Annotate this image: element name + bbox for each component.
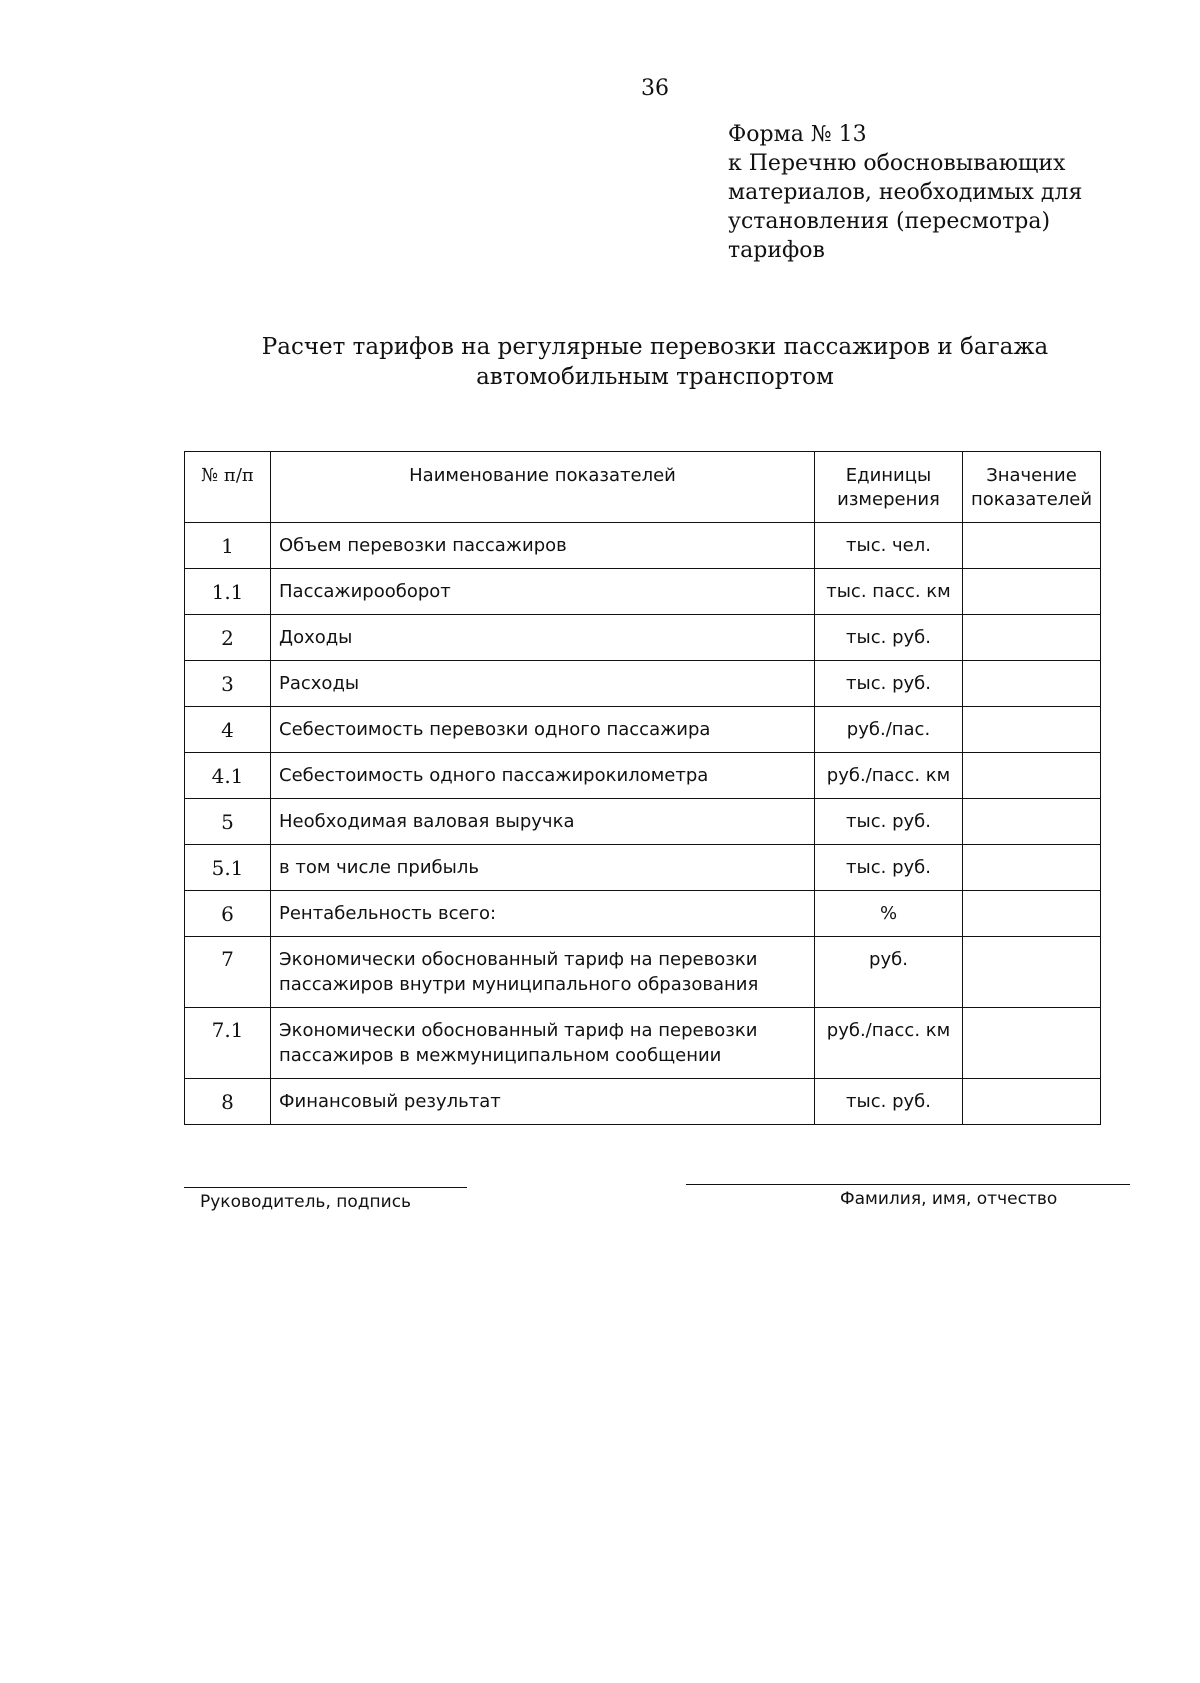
signature-label-right: Фамилия, имя, отчество [840,1189,1058,1209]
indicator-name-line: Себестоимость одного пассажирокилометра [279,765,709,786]
header-unit-line: Единицы [845,465,932,486]
page-number: 36 [641,76,669,101]
row-value-cell[interactable] [963,661,1101,707]
table-body [185,523,1101,1125]
row-unit: % [815,891,963,937]
row-indicator-name [271,891,815,937]
table-row [185,615,1101,661]
row-value-cell[interactable] [963,799,1101,845]
row-number: 4.1 [185,753,271,799]
table-header-row [185,452,1101,523]
table-row [185,845,1101,891]
row-value-cell[interactable] [963,523,1101,569]
signature-line-left [184,1187,467,1188]
row-unit: руб./пас. [815,707,963,753]
title-line: Расчет тарифов на регулярные перевозки пассажиров и багажа [261,334,1049,360]
row-indicator-name [271,707,815,753]
row-value-cell[interactable] [963,937,1101,1008]
row-indicator-name [271,845,815,891]
indicator-name-line: Рентабельность всего: [279,903,497,924]
row-value-cell[interactable] [963,615,1101,661]
row-indicator-name [271,569,815,615]
row-number: 3 [185,661,271,707]
row-value-cell[interactable] [963,845,1101,891]
row-number: 4 [185,707,271,753]
table-row [185,937,1101,1008]
row-unit: тыс. чел. [815,523,963,569]
row-value-cell[interactable] [963,569,1101,615]
row-indicator-name [271,799,815,845]
row-unit: тыс. руб. [815,661,963,707]
row-indicator-name [271,753,815,799]
table-row [185,661,1101,707]
indicator-name-line: Экономически обоснованный тариф на перевозки [279,949,758,970]
row-unit: тыс. пасс. км [815,569,963,615]
header-num: № п/п [185,452,271,523]
row-indicator-name [271,1008,815,1079]
indicator-name-line: в том числе прибыль [279,857,479,878]
indicator-name-line: Доходы [279,627,353,648]
signature-line-right [686,1184,1130,1185]
row-unit: тыс. руб. [815,1079,963,1125]
header-unit [815,452,963,523]
indicator-name-line: Расходы [279,673,360,694]
row-number: 1.1 [185,569,271,615]
row-value-cell[interactable] [963,1008,1101,1079]
table-row [185,1008,1101,1079]
row-number: 8 [185,1079,271,1125]
row-number: 2 [185,615,271,661]
indicator-name-line: Экономически обоснованный тариф на перевозки [279,1020,758,1041]
table-row [185,523,1101,569]
row-unit: тыс. руб. [815,615,963,661]
row-unit: руб./пасс. км [815,753,963,799]
form-header-line: тарифов [728,238,825,263]
header-value-line: показателей [970,489,1093,510]
row-indicator-name [271,661,815,707]
row-value-cell[interactable] [963,707,1101,753]
indicator-name-line: Финансовый результат [279,1091,501,1112]
table-row [185,891,1101,937]
header-value-line: Значение [986,465,1077,486]
row-indicator-name [271,523,815,569]
table-row [185,1079,1101,1125]
row-indicator-name [271,615,815,661]
tariff-table [184,451,1101,1125]
indicator-name-line: пассажиров в межмуниципальном сообщении [279,1045,722,1066]
form-header-line: Форма № 13 [728,122,867,147]
row-number: 7.1 [185,1008,271,1079]
indicator-name-line: Себестоимость перевозки одного пассажира [279,719,711,740]
row-number: 5 [185,799,271,845]
row-number: 1 [185,523,271,569]
row-number: 7 [185,937,271,1008]
header-name: Наименование показателей [271,452,815,523]
row-indicator-name [271,937,815,1008]
form-header-line: к Перечню обосновывающих [728,151,1066,176]
row-unit: руб. [815,937,963,1008]
header-value [963,452,1101,523]
header-unit-line: измерения [837,489,940,510]
row-number: 6 [185,891,271,937]
row-unit: тыс. руб. [815,845,963,891]
form-header [728,120,1168,265]
indicator-name-line: Необходимая валовая выручка [279,811,575,832]
table-row [185,569,1101,615]
indicator-name-line: Пассажирооборот [279,581,451,602]
table-row [185,799,1101,845]
row-indicator-name [271,1079,815,1125]
row-value-cell[interactable] [963,891,1101,937]
table-row [185,707,1101,753]
row-value-cell[interactable] [963,753,1101,799]
form-header-line: материалов, необходимых для [728,180,1083,205]
row-number: 5.1 [185,845,271,891]
form-header-line: установления (пересмотра) [728,209,1051,234]
row-value-cell[interactable] [963,1079,1101,1125]
indicator-name-line: Объем перевозки пассажиров [279,535,567,556]
signature-label-left: Руководитель, подпись [200,1192,412,1212]
indicator-name-line: пассажиров внутри муниципального образования [279,974,759,995]
title-line: автомобильным транспортом [476,364,834,390]
row-unit: тыс. руб. [815,799,963,845]
table-row [185,753,1101,799]
row-unit: руб./пасс. км [815,1008,963,1079]
document-title [0,332,1200,392]
